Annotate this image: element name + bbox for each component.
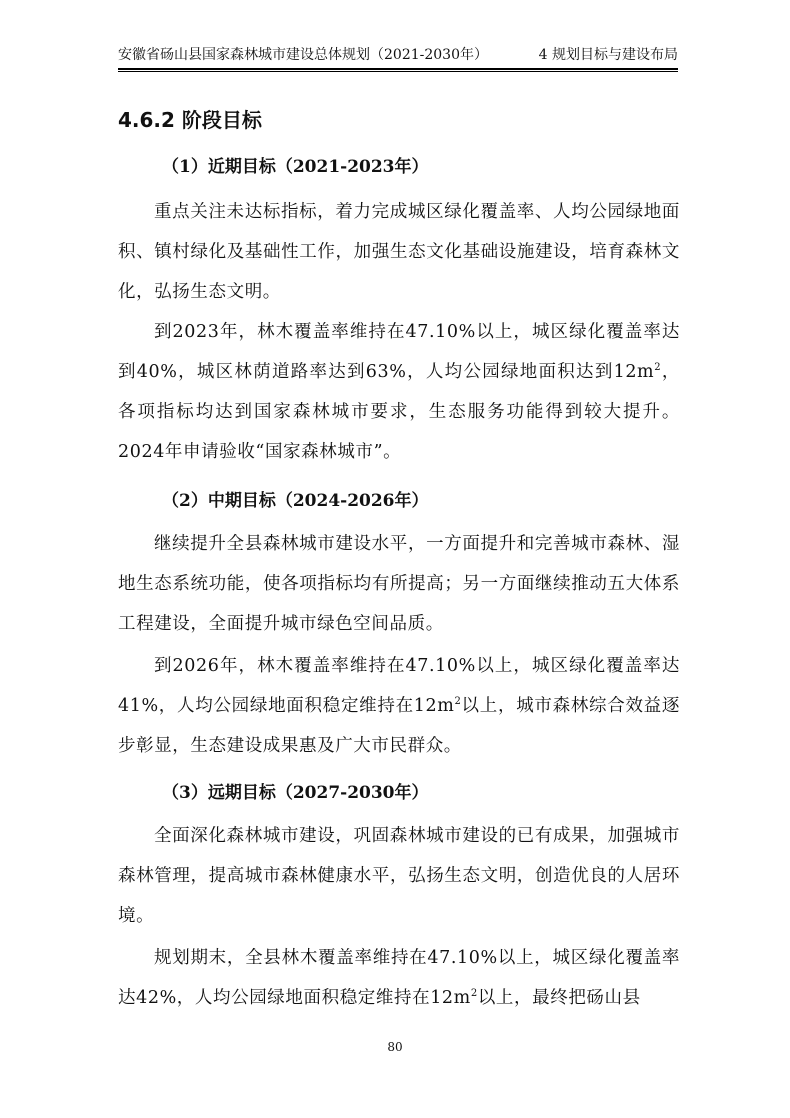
page-number: 80 bbox=[387, 1040, 403, 1054]
paragraph: 到2023年，林木覆盖率维持在47.10%以上，城区绿化覆盖率达到40%，城区林荫道路率达到63%，人均公园绿地面积达到$12m^2$，各项指标均达到国家森林城市要求，生态服务功能得到较大提升。2024年申请验收“国家森林城市”。 bbox=[118, 322, 680, 462]
paragraph: 继续提升全县森林城市建设水平，一方面提升和完善城市森林、湿地生态系统功能，使各项指标均有所提高；另一方面继续推动五大体系工程建设，全面提升城市绿色空间品质。 bbox=[118, 534, 680, 634]
paragraph: 重点关注未达标指标，着力完成城区绿化覆盖率、人均公园绿地面积、镇村绿化及基础性工作，加强生态文化基础设施建设，培育森林文化，弘扬生态文明。 bbox=[118, 202, 680, 302]
paragraph: 规划期末，全县林木覆盖率维持在47.10%以上，城区绿化覆盖率达42%，人均公园绿地面积稳定维持在$12m^2$以上，最终把砀山县 bbox=[118, 948, 680, 1008]
paragraph: 到2026年，林木覆盖率维持在47.10%以上，城区绿化覆盖率达41%，人均公园绿地面积稳定维持在$12m^2$以上，城市森林综合效益逐步彰显，生态建设成果惠及广大市民群众。 bbox=[118, 656, 680, 756]
header-rule bbox=[118, 68, 678, 70]
superscript: 2 bbox=[470, 988, 478, 999]
section-title: 4.6.2 阶段目标 bbox=[118, 108, 262, 132]
phase-heading-long-term: （3）远期目标（2027-2030年） bbox=[162, 783, 429, 803]
superscript: 2 bbox=[454, 696, 462, 707]
paragraph: 全面深化森林城市建设，巩固森林城市建设的已有成果，加强城市森林管理，提高城市森林健康水平，弘扬生态文明，创造优良的人居环境。 bbox=[118, 826, 680, 926]
phase-heading-near-term: （1）近期目标（2021-2023年） bbox=[162, 157, 429, 177]
header-rule-thin bbox=[118, 71, 678, 72]
header-chapter-title: 4 规划目标与建设布局 bbox=[538, 47, 678, 63]
header-document-title: 安徽省砀山县国家森林城市建设总体规划（2021-2030年） bbox=[118, 47, 488, 63]
superscript: 2 bbox=[654, 362, 662, 373]
phase-heading-mid-term: （2）中期目标（2024-2026年） bbox=[162, 491, 429, 511]
